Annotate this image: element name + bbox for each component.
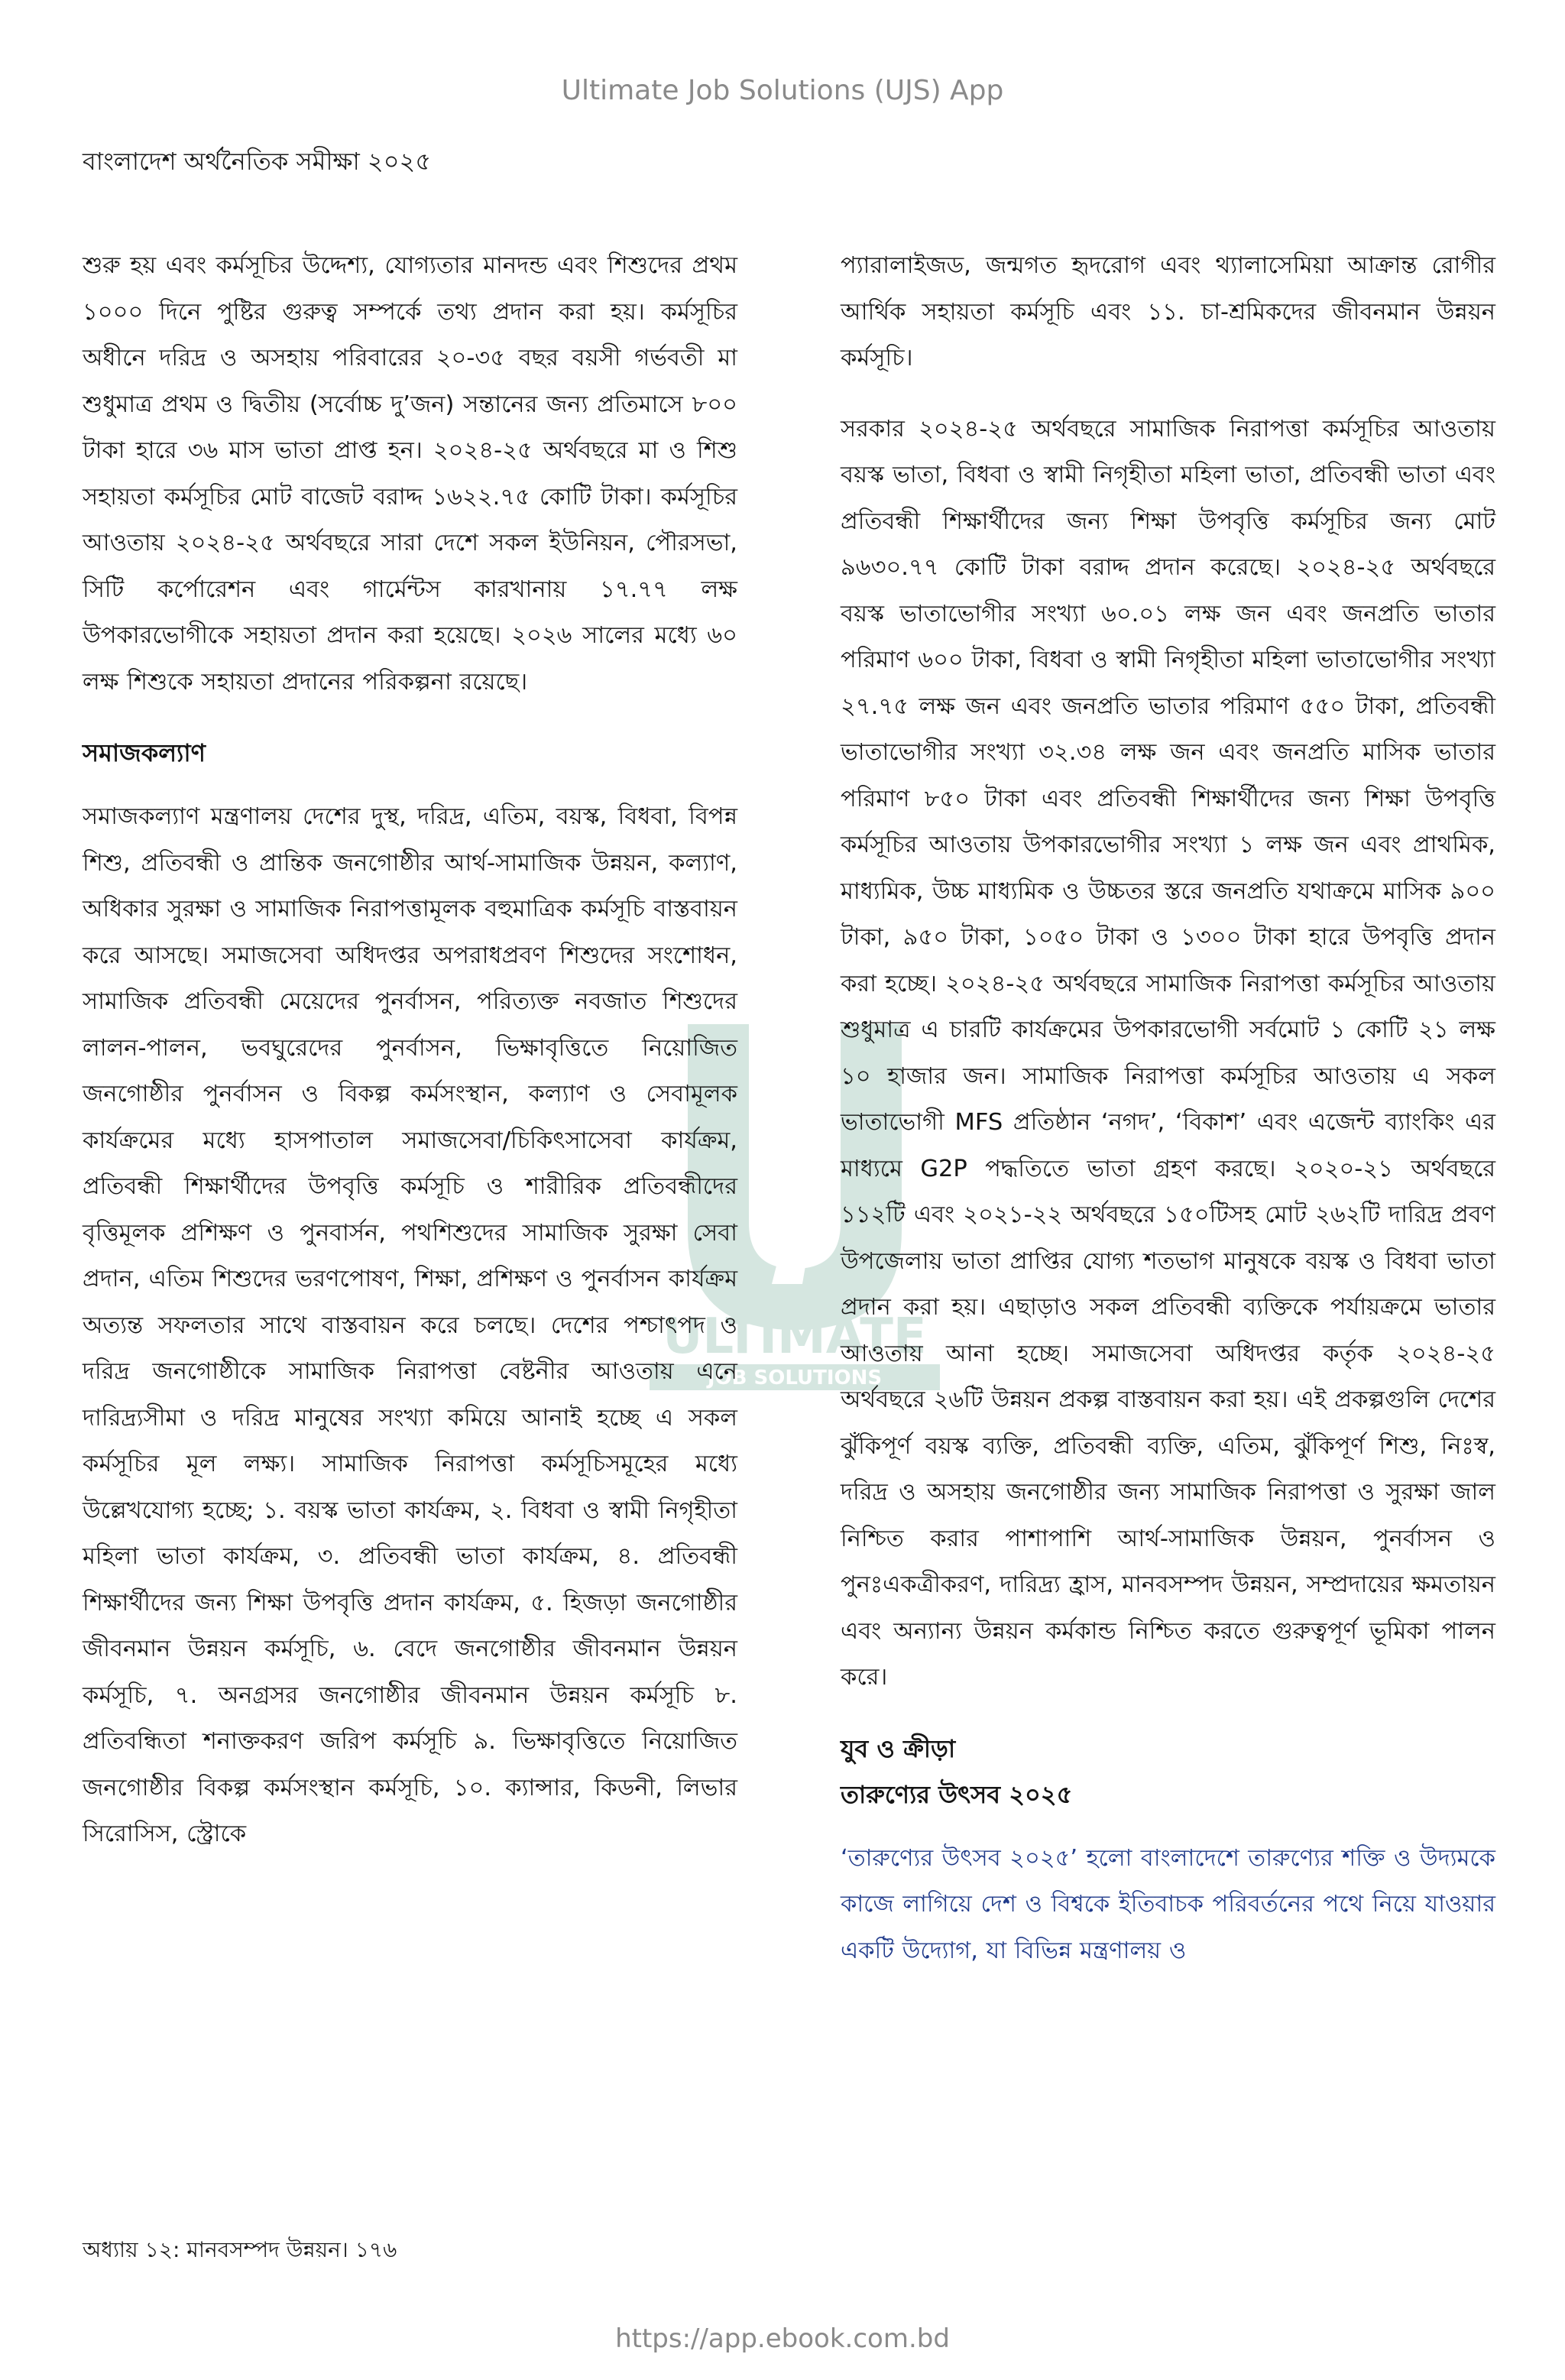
logo-text-secondary: JOB SOLUTIONS [707,1367,883,1389]
source-url-footer: https://app.ebook.com.bd [615,2323,950,2354]
section-heading-social-welfare: সমাজকল্যাণ [83,738,206,767]
right-paragraph-continuation: প্যারালাইজড, জন্মগত হৃদরোগ এবং থ্যালাসেমিয়া আক্রান্ত রোগীর আর্থিক সহায়তা কর্মসূচি এবং ১১. চা-শ্রমিকদের জীবনমান উন্নয়ন কর্মসূচি। [841,252,1495,371]
app-watermark-header: Ultimate Job Solutions (UJS) App [561,75,1004,106]
left-column [83,243,737,1882]
left-paragraph-mother-child-support: শুরু হয় এবং কর্মসূচির উদ্দেশ্য, যোগ্যতার মানদন্ড এবং শিশুদের প্রথম ১০০০ দিনে পুষ্টির গুরুত্ব সম্পর্কে তথ্য প্রদান করা হয়। কর্মসূচির অধীনে দরিদ্র ও অসহায় পরিবারের ২০-৩৫ বছর বয়সী গর্ভবতী মা শুধুমাত্র প্রথম ও দ্বিতীয় (সর্বোচ্চ দু’জন) সন্তানের জন্য প্রতিমাসে ৮০০ টাকা হারে ৩৬ মাস ভাতা প্রাপ্ত হন। ২০২৪-২৫ অর্থবছরে মা ও শিশু সহায়তা কর্মসূচির মোট বাজেট বরাদ্দ ১৬২২.৭৫ কোটি টাকা। কর্মসূচির আওতায় ২০২৪-২৫ অর্থবছরে সারা দেশে সকল ইউনিয়ন, পৌরসভা, সিটি কর্পোরেশন এবং গার্মেন্টস কারখানায় ১৭.৭৭ লক্ষ উপকারভোগীকে সহায়তা প্রদান করা হয়েছে। ২০২৬ সালের মধ্যে ৬০ লক্ষ শিশুকে সহায়তা প্রদানের পরিকল্পনা রয়েছে। [83,252,737,696]
logo-person-icon [782,1098,804,1119]
section-heading-youth-sports: যুব ও ক্রীড়া [841,1733,956,1763]
left-paragraph-social-welfare: সমাজকল্যাণ মন্ত্রণালয় দেশের দুস্থ, দরিদ্র, এতিম, বয়স্ক, বিধবা, বিপন্ন শিশু, প্রতিবন্ধী ও প্রান্তিক জনগোষ্ঠীর আর্থ-সামাজিক উন্নয়ন, কল্যাণ, অধিকার সুরক্ষা ও সামাজিক নিরাপত্তামূলক বহুমাত্রিক কর্মসূচি বাস্তবায়ন করে আসছে। সমাজসেবা অধিদপ্তর অপরাধপ্রবণ শিশুদের সংশোধন, সামাজিক প্রতিবন্ধী মেয়েদের পুনর্বাসন, পরিত্যক্ত নবজাত শিশুদের লালন-পালন, ভবঘুরেদের পুনর্বাসন, ভিক্ষাবৃত্তিতে নিয়োজিত জনগোষ্ঠীর পুনর্বাসন ও বিকল্প কর্মসংস্থান, কল্যাণ ও সেবামূলক কার্যক্রমের মধ্যে হাসপাতাল সমাজসেবা/চিকিৎসাসেবা কার্যক্রম, প্রতিবন্ধী শিক্ষার্থীদের উপবৃত্তি কর্মসূচি ও শারীরিক প্রতিবন্ধীদের বৃত্তিমূলক প্রশিক্ষণ ও পুনবার্সন, পথশিশুদের সামাজিক সুরক্ষা সেবা প্রদান, এতিম শিশুদের ভরণপোষণ, শিক্ষা, প্রশিক্ষণ ও পুনর্বাসন কার্যক্রম অত্যন্ত সফলতার সাথে বাস্তবায়ন করে চলছে। দেশের পশ্চাৎপদ ও দরিদ্র জনগোষ্ঠীকে সামাজিক নিরাপত্তা বেষ্টনীর আওতায় এনে দারিদ্র্যসীমা ও দরিদ্র মানুষের সংখ্যা কমিয়ে আনাই হচ্ছে এ সকল কর্মসূচির মূল লক্ষ্য। সামাজিক নিরাপত্তা কর্মসূচিসমূহের মধ্যে উল্লেখযোগ্য হচ্ছে; ১. বয়স্ক ভাতা কার্যক্রম, ২. বিধবা ও স্বামী নিগৃহীতা মহিলা ভাতা কার্যক্রম, ৩. প্রতিবন্ধী ভাতা কার্যক্রম, ৪. প্রতিবন্ধী শিক্ষার্থীদের জন্য শিক্ষা উপবৃত্তি প্রদান কার্যক্রম, ৫. হিজড়া জনগোষ্ঠীর জীবনমান উন্নয়ন কর্মসূচি, ৬. বেদে জনগোষ্ঠীর জীবনমান উন্নয়ন কর্মসূচি, ৭. অনগ্রসর জনগোষ্ঠীর জীবনমান উন্নয়ন কর্মসূচি ৮. প্রতিবন্ধিতা শনাক্তকরণ জরিপ কর্মসূচি ৯. ভিক্ষাবৃত্তিতে নিয়োজিত জনগোষ্ঠীর বিকল্প কর্মসংস্থান কর্মসূচি, ১০. ক্যান্সার, কিডনী, লিভার সিরোসিস, স্ট্রোকে [83,803,737,1847]
logo-road-icon [772,1085,841,1284]
chapter-page-footer: অধ্যায় ১২: মানবসম্পদ উন্নয়ন। ১৭৬ [83,2237,397,2262]
logo-text-primary: ULTIMATE [663,1308,927,1365]
right-paragraph-social-safety-allowances: সরকার ২০২৪-২৫ অর্থবছরে সামাজিক নিরাপত্তা কর্মসূচির আওতায় বয়স্ক ভাতা, বিধবা ও স্বামী নিগৃহীতা মহিলা ভাতা, প্রতিবন্ধী ভাতা এবং প্রতিবন্ধী শিক্ষার্থীদের জন্য শিক্ষা উপবৃত্তি কর্মসূচির জন্য মোট ৯৬৩০.৭৭ কোটি টাকা বরাদ্দ প্রদান করেছে। ২০২৪-২৫ অর্থবছরে বয়স্ক ভাতাভোগীর সংখ্যা ৬০.০১ লক্ষ জন এবং জনপ্রতি ভাতার পরিমাণ ৬০০ টাকা, বিধবা ও স্বামী নিগৃহীতা মহিলা ভাতাভোগীর সংখ্যা ২৭.৭৫ লক্ষ জন এবং জনপ্রতি ভাতার পরিমাণ ৫৫০ টাকা, প্রতিবন্ধী ভাতাভোগীর সংখ্যা ৩২.৩৪ লক্ষ জন এবং জনপ্রতি মাসিক ভাতার পরিমাণ ৮৫০ টাকা এবং প্রতিবন্ধী শিক্ষার্থীদের জন্য শিক্ষা উপবৃত্তি কর্মসূচির আওতায় উপকারভোগীর সংখ্যা ১ লক্ষ জন এবং প্রাথমিক, মাধ্যমিক, উচ্চ মাধ্যমিক ও উচ্চতর স্তরে জনপ্রতি যথাক্রমে মাসিক ৯০০ টাকা, ৯৫০ টাকা, ১০৫০ টাকা ও ১৩০০ টাকা হারে উপবৃত্তি প্রদান করা হচ্ছে। ২০২৪-২৫ অর্থবছরে সামাজিক নিরাপত্তা কর্মসূচির আওতায় শুধুমাত্র এ চারটি কার্যক্রমের উপকারভোগী সর্বমোট ১ কোটি ২১ লক্ষ ১০ হাজার জন। সামাজিক নিরাপত্তা কর্মসূচির আওতায় এ সকল ভাতাভোগী MFS প্রতিষ্ঠান ‘নগদ’, ‘বিকাশ’ এবং এজেন্ট ব্যাংকিং এর মাধ্যমে G2P পদ্ধতিতে ভাতা গ্রহণ করছে। ২০২০-২১ অর্থবছরে ১১২টি এবং ২০২১-২২ অর্থবছরে ১৫০টিসহ মোট ২৬২টি দারিদ্র প্রবণ উপজেলায় ভাতা প্রাপ্তির যোগ্য শতভাগ মানুষকে বয়স্ক ও বিধবা ভাতা প্রদান করা হয়। এছাড়াও সকল প্রতিবন্ধী ব্যক্তিকে পর্যায়ক্রমে ভাতার আওতায় আনা হচ্ছে। সমাজসেবা অধিদপ্তর কর্তৃক ২০২৪-২৫ অর্থবছরে ২৬টি উন্নয়ন প্রকল্প বাস্তবায়ন করা হয়। এই প্রকল্পগুলি দেশের ঝুঁকিপূর্ণ বয়স্ক ব্যক্তি, প্রতিবন্ধী ব্যক্তি, এতিম, ঝুঁকিপূর্ণ শিশু, নিঃস্ব, দরিদ্র ও অসহায় জনগোষ্ঠীর জন্য সামাজিক নিরাপত্তা ও সুরক্ষা জাল নিশ্চিত করার পাশাপাশি আর্থ-সামাজিক উন্নয়ন, পুনর্বাসন ও পুনঃএকত্রীকরণ, দারিদ্র্য হ্রাস, মানবসম্পদ উন্নয়ন, সম্প্রদায়ের ক্ষমতায়ন এবং অন্যান্য উন্নয়ন কর্মকান্ড নিশ্চিত করতে গুরুত্বপূর্ণ ভূমিকা পালন করে। [841,415,1495,1691]
right-column [841,243,1495,1999]
running-head: বাংলাদেশ অর্থনৈতিক সমীক্ষা ২০২৫ [83,147,432,176]
subsection-heading-youth-festival: তারুণ্যের উৎসব ২০২৫ [841,1779,1073,1809]
right-paragraph-youth-festival: ‘তারুণ্যের উৎসব ২০২৫’ হলো বাংলাদেশে তারুণ্যের শক্তি ও উদ্যমকে কাজে লাগিয়ে দেশ ও বিশ্বকে ইতিবাচক পরিবর্তনের পথে নিয়ে যাওয়ার একটি উদ্যোগ, যা বিভিন্ন মন্ত্রণালয় ও [841,1844,1495,1964]
